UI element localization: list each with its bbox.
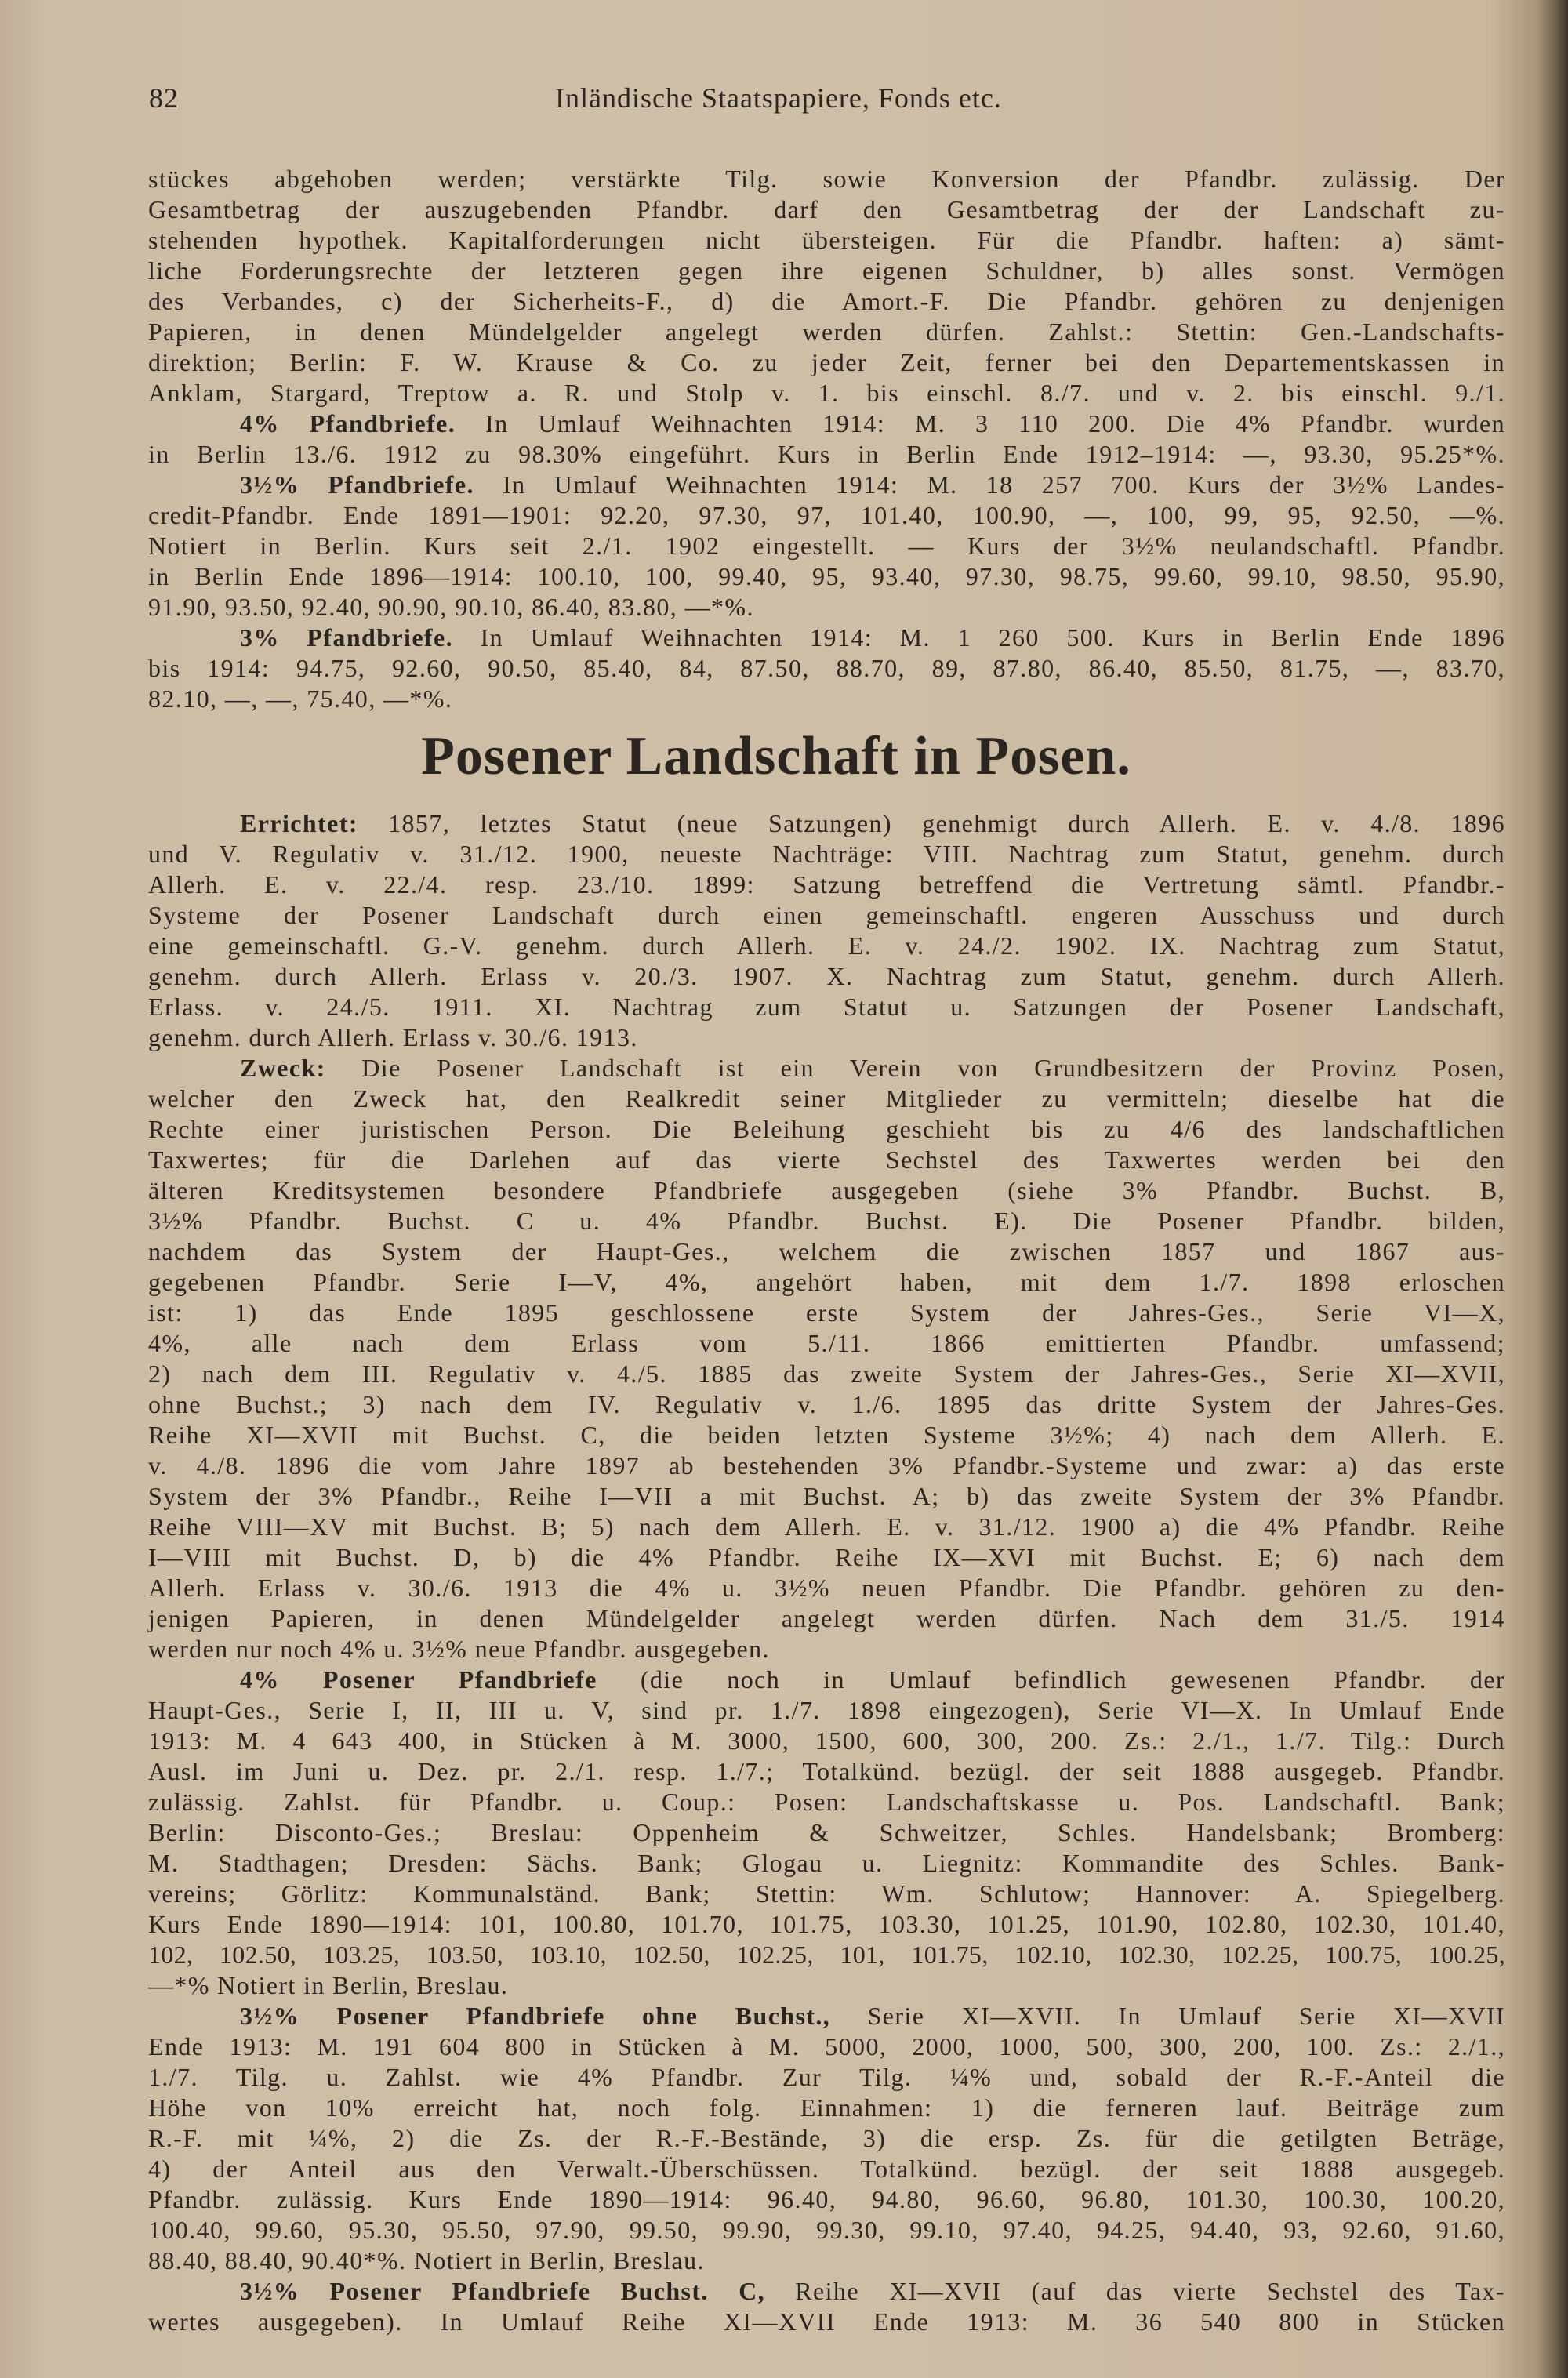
paragraph-start-line xyxy=(240,470,1505,500)
line-text: 1857, letztes Statut (neue Satzungen) genehmigt durch Allerh. E. v. 4./8. 1896 xyxy=(358,809,1505,837)
text-line xyxy=(148,2031,1505,2062)
text-line xyxy=(148,931,1505,961)
paragraph-heading: 4% Pfandbriefe. xyxy=(240,409,456,437)
paragraph-start-line xyxy=(240,408,1505,439)
line-text: in Berlin Ende 1896—1914: 100.10, 100, 99.40, 95, 93.40, 97.30, 98.75, 99.60, 99.10, 98.50, 95.90, xyxy=(148,562,1505,590)
line-text: 102, 102.50, 103.25, 103.50, 103.10, 102.50, 102.25, 101, 101.75, 102.10, 102.30, 102.25, 100.75, 100.25, xyxy=(148,1941,1505,1969)
text-line xyxy=(148,1603,1505,1634)
line-text: Erlass. v. 24./5. 1911. XI. Nachtrag zum Statut u. Satzungen der Posener Landschaft, xyxy=(148,993,1505,1021)
text-line xyxy=(148,992,1505,1022)
text-line xyxy=(148,1512,1505,1542)
line-text: 88.40, 88.40, 90.40*%. Notiert in Berlin, Breslau. xyxy=(148,2246,705,2275)
line-text: 3½% Pfandbr. Buchst. C u. 4% Pfandbr. Buchst. E). Die Posener Pfandbr. bilden, xyxy=(148,1207,1505,1235)
line-text: vereins; Görlitz: Kommunalständ. Bank; Stettin: Wm. Schlutow; Hannover: A. Spiegelberg. xyxy=(148,1879,1505,1908)
line-text: werden nur noch 4% u. 3½% neue Pfandbr. ausgegeben. xyxy=(148,1635,770,1663)
line-text: 1913: M. 4 643 400, in Stücken à M. 3000, 1500, 600, 300, 200. Zs.: 2./1., 1./7. Tilg.: Durch xyxy=(148,1726,1505,1755)
text-line xyxy=(148,2215,1505,2245)
text-line xyxy=(148,378,1505,408)
paragraph-start-line xyxy=(240,1053,1505,1084)
line-text: 2) nach dem III. Regulativ v. 4./5. 1885 das zweite System der Jahres-Ges., Serie XI—XVII, xyxy=(148,1360,1505,1388)
text-line xyxy=(148,317,1505,347)
text-line xyxy=(148,2093,1505,2123)
text-line xyxy=(148,1726,1505,1756)
line-text: und V. Regulativ v. 31./12. 1900, neueste Nachträge: VIII. Nachtrag zum Statut, genehm. durch xyxy=(148,840,1505,868)
text-line xyxy=(148,1573,1505,1603)
text-line xyxy=(148,900,1505,931)
text-line xyxy=(148,653,1505,684)
text-line xyxy=(148,194,1505,225)
paragraph-start-line xyxy=(240,2001,1505,2031)
line-text: Allerh. E. v. 22./4. resp. 23./10. 1899: Satzung betreffend die Vertretung sämtl. Pfandbr.- xyxy=(148,870,1505,899)
line-text: Systeme der Posener Landschaft durch einen gemeinschaftl. engeren Ausschuss und durch xyxy=(148,901,1505,929)
line-text: genehm. durch Allerh. Erlass v. 20./3. 1907. X. Nachtrag zum Statut, genehm. durch Allerh. xyxy=(148,962,1505,990)
text-line xyxy=(148,961,1505,992)
section-title: Posener Landschaft in Posen. xyxy=(421,726,1131,786)
line-text: nachdem das System der Haupt-Ges., welchem die zwischen 1857 und 1867 aus- xyxy=(148,1237,1505,1265)
running-title: Inländische Staatspapiere, Fonds etc. xyxy=(555,82,1002,114)
line-text: Die Posener Landschaft ist ein Verein von Grundbesitzern der Provinz Posen, xyxy=(325,1054,1505,1082)
line-text: In Umlauf Weihnachten 1914: M. 18 257 700. Kurs der 3½% Landes- xyxy=(474,470,1505,499)
text-line xyxy=(148,1298,1505,1328)
text-line xyxy=(148,1756,1505,1787)
line-text: liche Forderungsrechte der letzteren gegen ihre eigenen Schuldner, b) alles sonst. Vermögen xyxy=(148,256,1505,285)
line-text: Serie XI—XVII. In Umlauf Serie XI—XVII xyxy=(830,2002,1505,2030)
line-text: Gesamtbetrag der auszugebenden Pfandbr. darf den Gesamtbetrag der der Landschaft zu- xyxy=(148,195,1505,223)
line-text: Allerh. Erlass v. 30./6. 1913 die 4% u. 3½% neuen Pfandbr. Die Pfandbr. gehören zu den- xyxy=(148,1574,1505,1602)
line-text: 4%, alle nach dem Erlass vom 5./11. 1866 emittierten Pfandbr. umfassend; xyxy=(148,1329,1505,1357)
line-text: gegebenen Pfandbr. Serie I—V, 4%, angehört haben, mit dem 1./7. 1898 erloschen xyxy=(148,1268,1505,1296)
line-text: zulässig. Zahlst. für Pfandbr. u. Coup.: Posen: Landschaftskasse u. Pos. Landschaftl. Bank; xyxy=(148,1788,1505,1816)
line-text: 91.90, 93.50, 92.40, 90.90, 90.10, 86.40, 83.80, —*%. xyxy=(148,593,754,621)
line-text: Ausl. im Juni u. Dez. pr. 2./1. resp. 1./7.; Totalkünd. bezügl. der seit 1888 ausgegeb. Pfandbr. xyxy=(148,1757,1505,1785)
line-text: 4) der Anteil aus den Verwalt.-Überschüssen. Totalkünd. bezügl. der seit 1888 ausgegeb. xyxy=(148,2155,1505,2183)
text-line xyxy=(148,1359,1505,1389)
line-text: Pfandbr. zulässig. Kurs Ende 1890—1914: 96.40, 94.80, 96.60, 96.80, 101.30, 100.30, 100.20, xyxy=(148,2185,1505,2213)
line-text: Reihe VIII—XV mit Buchst. B; 5) nach dem Allerh. E. v. 31./12. 1900 a) die 4% Pfandbr. Reihe xyxy=(148,1512,1505,1541)
text-line xyxy=(148,1084,1505,1114)
text-line xyxy=(148,870,1505,900)
paragraph-start-line xyxy=(240,623,1505,653)
text-line xyxy=(148,1175,1505,1206)
text-line xyxy=(148,1206,1505,1236)
text-line xyxy=(148,1848,1505,1879)
paragraph-heading: 4% Posener Pfandbriefe xyxy=(240,1665,597,1694)
text-line xyxy=(148,1267,1505,1298)
line-text: Reihe XI—XVII (auf das vierte Sechstel des Tax- xyxy=(765,2277,1505,2305)
line-text: 1./7. Tilg. u. Zahlst. wie 4% Pfandbr. Zur Tilg. ¼% und, sobald der R.-F.-Anteil die xyxy=(148,2063,1505,2091)
text-line xyxy=(148,286,1505,317)
text-line xyxy=(148,1236,1505,1267)
text-line xyxy=(148,256,1505,286)
line-text: I—VIII mit Buchst. D, b) die 4% Pfandbr. Reihe IX—XVI mit Buchst. E; 6) nach dem xyxy=(148,1543,1505,1571)
line-text: (die noch in Umlauf befindlich gewesenen Pfandbr. der xyxy=(597,1665,1505,1694)
line-text: wertes ausgegeben). In Umlauf Reihe XI—XVII Ende 1913: M. 36 540 800 in Stücken xyxy=(148,2307,1505,2336)
line-text: Rechte einer juristischen Person. Die Beleihung geschieht bis zu 4/6 des landschaftlichen xyxy=(148,1115,1505,1143)
line-text: Reihe XI—XVII mit Buchst. C, die beiden letzten Systeme 3½%; 4) nach dem Allerh. E. xyxy=(148,1421,1505,1449)
text-line xyxy=(148,2123,1505,2154)
line-text: Papieren, in denen Mündelgelder angelegt werden dürfen. Zahlst.: Stettin: Gen.-Landschafts- xyxy=(148,318,1505,346)
line-text: eine gemeinschaftl. G.-V. genehm. durch Allerh. E. v. 24./2. 1902. IX. Nachtrag zum Statut, xyxy=(148,931,1505,960)
text-line xyxy=(148,1481,1505,1512)
paragraph-start-line xyxy=(240,1665,1505,1695)
line-text: R.-F. mit ¼%, 2) die Zs. der R.-F.-Bestände, 3) die ersp. Zs. für die getilgten Beträge, xyxy=(148,2124,1505,2152)
text-line xyxy=(148,561,1505,592)
line-text: Taxwertes; für die Darlehen auf das vierte Sechstel des Taxwertes werden bei den xyxy=(148,1145,1505,1174)
line-text: Notiert in Berlin. Kurs seit 2./1. 1902 eingestellt. — Kurs der 3½% neulandschaftl. Pfandbr. xyxy=(148,532,1505,560)
text-line xyxy=(148,1145,1505,1175)
line-text: welcher den Zweck hat, den Realkredit seiner Mitglieder zu vermitteln; dieselbe hat die xyxy=(148,1084,1505,1113)
line-text: direktion; Berlin: F. W. Krause & Co. zu jeder Zeit, ferner bei den Departementskassen in xyxy=(148,348,1505,376)
line-text: In Umlauf Weihnachten 1914: M. 1 260 500. Kurs in Berlin Ende 1896 xyxy=(452,623,1505,652)
line-text: 100.40, 99.60, 95.30, 95.50, 97.90, 99.50, 99.90, 99.30, 99.10, 97.40, 94.25, 94.40, 93, 92.60, 91.60, xyxy=(148,2216,1505,2244)
paragraph-heading: 3½% Posener Pfandbriefe Buchst. C, xyxy=(240,2277,766,2305)
line-text: —*% Notiert in Berlin, Breslau. xyxy=(148,1971,509,1999)
paragraph-heading: 3½% Posener Pfandbriefe ohne Buchst., xyxy=(240,2002,831,2030)
text-line xyxy=(148,1542,1505,1573)
line-text: System der 3% Pfandbr., Reihe I—VII a mit Buchst. A; b) das zweite System der 3% Pfandbr. xyxy=(148,1482,1505,1510)
line-text: Höhe von 10% erreicht hat, noch folg. Einnahmen: 1) die ferneren lauf. Beiträge zum xyxy=(148,2093,1505,2122)
paragraph-heading: 3% Pfandbriefe. xyxy=(240,623,453,652)
line-text: des Verbandes, c) der Sicherheits-F., d) die Amort.-F. Die Pfandbr. gehören zu denjenigen xyxy=(148,287,1505,315)
text-line xyxy=(148,2184,1505,2215)
text-line xyxy=(148,1389,1505,1420)
text-line xyxy=(148,164,1505,194)
text-line xyxy=(148,1879,1505,1909)
line-text: Berlin: Disconto-Ges.; Breslau: Oppenheim & Schweitzer, Schles. Handelsbank; Bromberg: xyxy=(148,1818,1505,1846)
text-line xyxy=(148,684,1505,714)
line-text: Haupt-Ges., Serie I, II, III u. V, sind pr. 1./7. 1898 eingezogen), Serie VI—X. In Umlauf Ende xyxy=(148,1696,1505,1724)
text-line xyxy=(148,531,1505,561)
text-line xyxy=(148,1970,1505,2001)
text-line xyxy=(148,1450,1505,1481)
line-text: Ende 1913: M. 191 604 800 in Stücken à M. 5000, 2000, 1000, 500, 300, 200, 100. Zs.: 2./1., xyxy=(148,2032,1505,2060)
line-text: Kurs Ende 1890—1914: 101, 100.80, 101.70, 101.75, 103.30, 101.25, 101.90, 102.80, 102.30, 101.40, xyxy=(148,1910,1505,1938)
text-line xyxy=(148,2307,1505,2337)
text-line xyxy=(148,1328,1505,1359)
text-line xyxy=(148,1940,1505,1970)
line-text: stehenden hypothek. Kapitalforderungen nicht übersteigen. Für die Pfandbr. haften: a) sämt- xyxy=(148,226,1505,254)
text-line xyxy=(148,439,1505,470)
line-text: in Berlin 13./6. 1912 zu 98.30% eingeführt. Kurs in Berlin Ende 1912–1914: —, 93.30, 95.25*%. xyxy=(148,440,1505,468)
text-line xyxy=(148,2154,1505,2184)
line-text: credit-Pfandbr. Ende 1891—1901: 92.20, 97.30, 97, 101.40, 100.90, —, 100, 99, 95, 92.50, —%. xyxy=(148,501,1505,529)
line-text: 82.10, —, —, 75.40, —*%. xyxy=(148,684,453,713)
paragraph-heading: 3½% Pfandbriefe. xyxy=(240,470,474,499)
line-text: bis 1914: 94.75, 92.60, 90.50, 85.40, 84, 87.50, 88.70, 89, 87.80, 86.40, 85.50, 81.75, —, 83.70, xyxy=(148,654,1505,682)
text-line xyxy=(148,1695,1505,1726)
text-line xyxy=(148,1817,1505,1848)
paragraph-start-line xyxy=(240,2276,1505,2307)
paragraph-start-line xyxy=(240,808,1505,839)
text-line xyxy=(148,500,1505,531)
line-text: v. 4./8. 1896 die vom Jahre 1897 ab bestehenden 3% Pfandbr.-Systeme und zwar: a) das erste xyxy=(148,1451,1505,1479)
text-line xyxy=(148,347,1505,378)
text-line xyxy=(148,225,1505,256)
paragraph-heading: Errichtet: xyxy=(240,809,358,837)
line-text: ist: 1) das Ende 1895 geschlossene erste System der Jahres-Ges., Serie VI—X, xyxy=(148,1298,1505,1327)
text-line xyxy=(148,1909,1505,1940)
paragraph-heading: Zweck: xyxy=(240,1054,326,1082)
text-line xyxy=(148,2245,1505,2276)
page-number: 82 xyxy=(149,82,179,114)
text-line xyxy=(148,1420,1505,1450)
line-text: M. Stadthagen; Dresden: Sächs. Bank; Glogau u. Liegnitz: Kommandite des Schles. Bank- xyxy=(148,1849,1505,1877)
text-line xyxy=(148,1022,1505,1053)
text-line xyxy=(148,1114,1505,1145)
text-line xyxy=(148,1634,1505,1665)
line-text: genehm. durch Allerh. Erlass v. 30./6. 1913. xyxy=(148,1023,638,1051)
text-line xyxy=(148,592,1505,623)
text-line xyxy=(148,2062,1505,2093)
text-line xyxy=(148,1787,1505,1817)
text-line xyxy=(148,839,1505,870)
line-text: älteren Kreditsystemen besondere Pfandbriefe ausgegeben (siehe 3% Pfandbr. Buchst. B, xyxy=(148,1176,1505,1204)
line-text: jenigen Papieren, in denen Mündelgelder angelegt werden dürfen. Nach dem 31./5. 1914 xyxy=(148,1604,1505,1632)
line-text: In Umlauf Weihnachten 1914: M. 3 110 200. Die 4% Pfandbr. wurden xyxy=(456,409,1506,437)
line-text: stückes abgehoben werden; verstärkte Tilg. sowie Konversion der Pfandbr. zulässig. Der xyxy=(148,165,1505,193)
line-text: Anklam, Stargard, Treptow a. R. und Stolp v. 1. bis einschl. 8./7. und v. 2. bis einschl. 9./1. xyxy=(148,379,1505,407)
line-text: ohne Buchst.; 3) nach dem IV. Regulativ v. 1./6. 1895 das dritte System der Jahres-Ges. xyxy=(148,1390,1505,1418)
